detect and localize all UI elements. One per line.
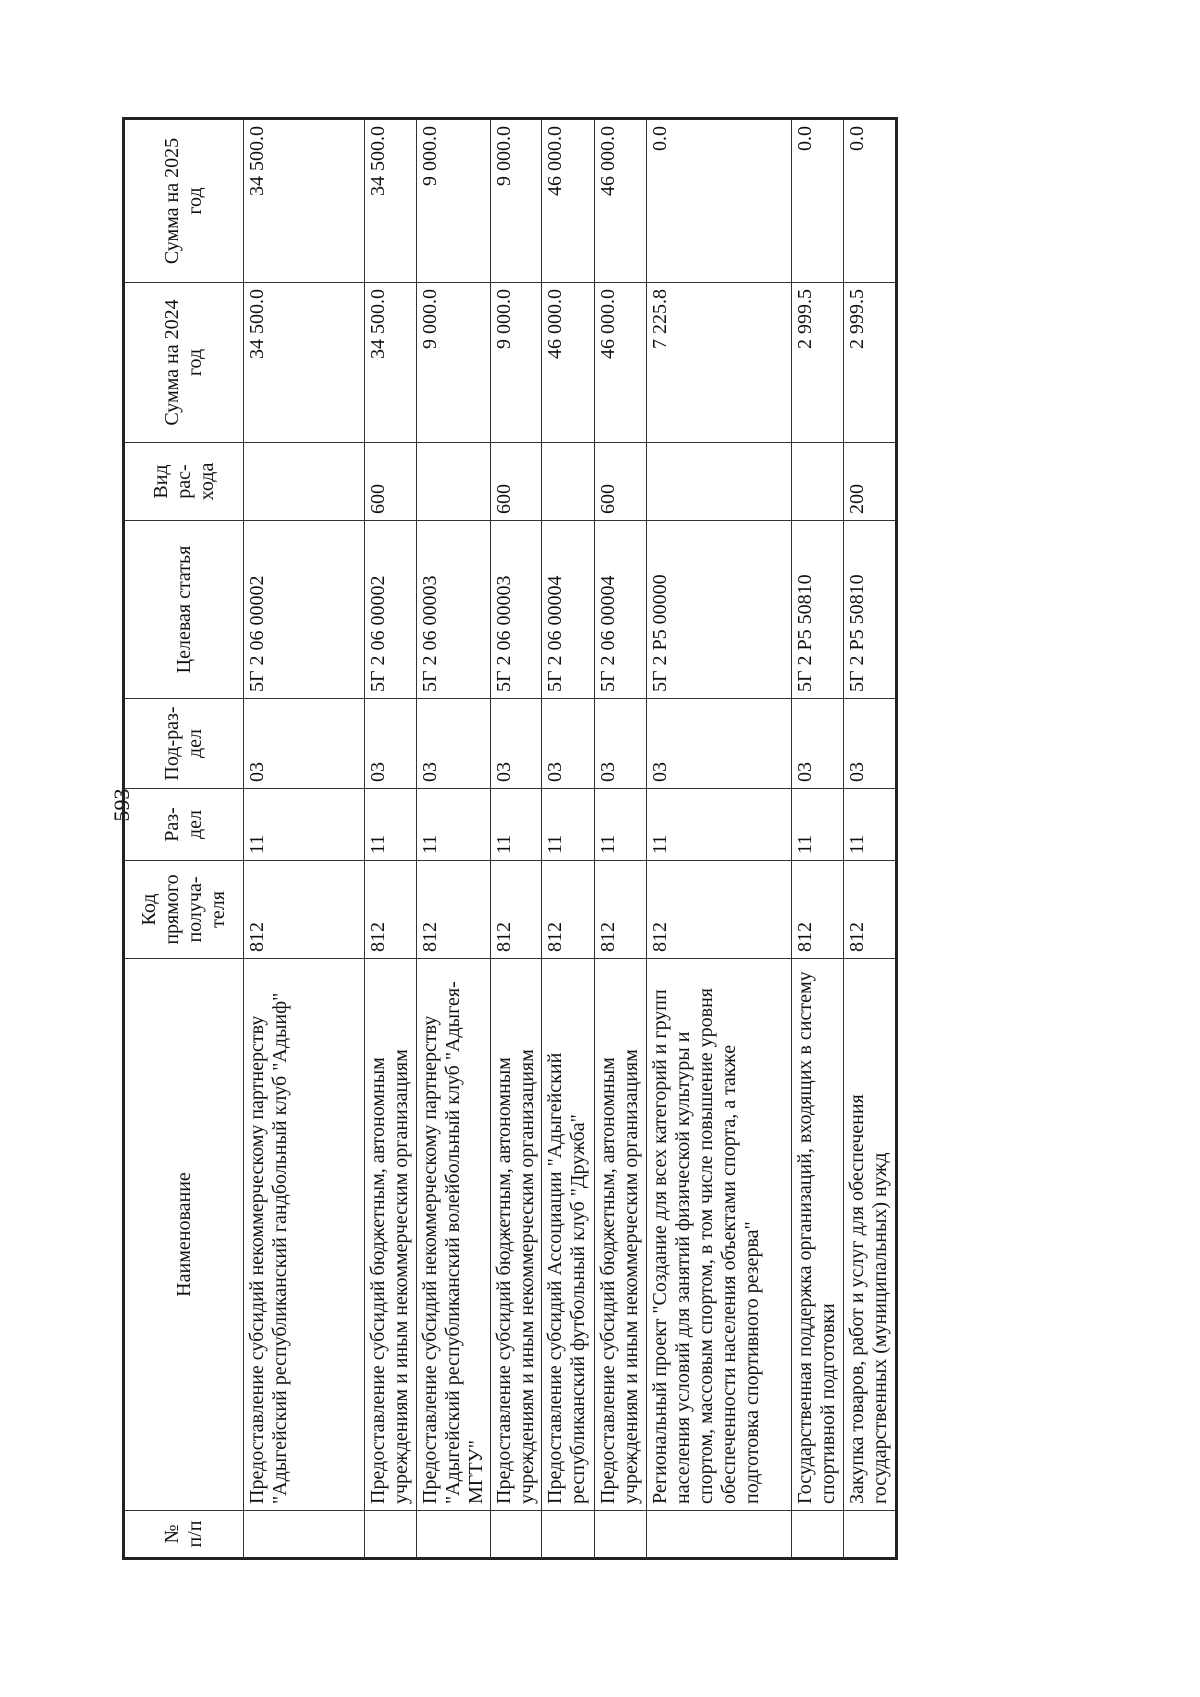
header-kod: Код прямого получа-теля	[124, 861, 244, 959]
cell-no	[595, 1511, 647, 1559]
cell-vid: 600	[595, 443, 647, 521]
cell-sum2025: 34 500.0	[365, 119, 417, 283]
cell-name: Предоставление субсидий некоммерческому партнерству "Адыгейский республиканский волейбольный клуб "Адыгея-МГТУ"	[417, 959, 491, 1511]
cell-name: Предоставление субсидий бюджетным, автономным учреждениям и иным некоммерческим организациям	[491, 959, 542, 1511]
cell-sum2024: 9 000.0	[491, 283, 542, 443]
header-no: № п/п	[124, 1511, 244, 1559]
cell-kod: 812	[365, 861, 417, 959]
cell-kod: 812	[792, 861, 844, 959]
header-podrazdel: Под-раз-дел	[124, 699, 244, 789]
cell-podrazdel: 03	[365, 699, 417, 789]
cell-sum2024: 9 000.0	[417, 283, 491, 443]
cell-kod: 812	[844, 861, 897, 959]
cell-sum2024: 2 999.5	[844, 283, 897, 443]
header-row	[124, 119, 244, 1559]
cell-name: Региональный проект "Создание для всех категорий и групп населения условий для занятий физической культуры и спортом, массовым спортом, в том числе повышение уровня обеспеченности населения объектами спорта, а также подготовка спортивного резерва"	[647, 959, 792, 1511]
cell-celevaya: 5Г 2 06 00003	[417, 521, 491, 699]
cell-kod: 812	[491, 861, 542, 959]
cell-razdel: 11	[417, 789, 491, 861]
cell-celevaya: 5Г 2 06 00003	[491, 521, 542, 699]
header-vid: Вид рас-хода	[124, 443, 244, 521]
cell-sum2024: 34 500.0	[244, 283, 365, 443]
table-row	[542, 119, 595, 1559]
header-sum2025: Сумма на 2025 год	[124, 119, 244, 283]
cell-razdel: 11	[792, 789, 844, 861]
cell-podrazdel: 03	[595, 699, 647, 789]
cell-no	[844, 1511, 897, 1559]
cell-kod: 812	[542, 861, 595, 959]
cell-name: Закупка товаров, работ и услуг для обеспечения государственных (муниципальных) нужд	[844, 959, 897, 1511]
cell-podrazdel: 03	[844, 699, 897, 789]
table-row	[417, 119, 491, 1559]
budget-table	[122, 117, 898, 1560]
cell-celevaya: 5Г 2 06 00004	[542, 521, 595, 699]
cell-name: Предоставление субсидий некоммерческому партнерству "Адыгейский республиканский гандбольный клуб "Адыиф"	[244, 959, 365, 1511]
header-name: Наименование	[124, 959, 244, 1511]
cell-sum2024: 7 225.8	[647, 283, 792, 443]
cell-name: Предоставление субсидий бюджетным, автономным учреждениям и иным некоммерческим организациям	[365, 959, 417, 1511]
cell-name: Предоставление субсидий Ассоциации "Адыгейский республиканский футбольный клуб "Дружба"	[542, 959, 595, 1511]
cell-razdel: 11	[595, 789, 647, 861]
cell-vid	[792, 443, 844, 521]
cell-kod: 812	[647, 861, 792, 959]
cell-celevaya: 5Г 2 06 00002	[365, 521, 417, 699]
cell-vid	[417, 443, 491, 521]
cell-sum2025: 46 000.0	[542, 119, 595, 283]
cell-vid: 600	[491, 443, 542, 521]
cell-sum2024: 2 999.5	[792, 283, 844, 443]
cell-sum2024: 34 500.0	[365, 283, 417, 443]
cell-podrazdel: 03	[491, 699, 542, 789]
cell-kod: 812	[244, 861, 365, 959]
cell-podrazdel: 03	[792, 699, 844, 789]
cell-sum2025: 46 000.0	[595, 119, 647, 283]
cell-no	[542, 1511, 595, 1559]
table-row	[844, 119, 897, 1559]
cell-celevaya: 5Г 2 Р5 50810	[844, 521, 897, 699]
cell-sum2025: 0.0	[647, 119, 792, 283]
table-row	[244, 119, 365, 1559]
cell-name: Государственная поддержка организаций, входящих в систему спортивной подготовки	[792, 959, 844, 1511]
cell-razdel: 11	[365, 789, 417, 861]
cell-celevaya: 5Г 2 Р5 00000	[647, 521, 792, 699]
cell-podrazdel: 03	[417, 699, 491, 789]
cell-kod: 812	[595, 861, 647, 959]
rotated-table-wrapper	[122, 120, 1152, 1560]
cell-no	[365, 1511, 417, 1559]
cell-sum2025: 0.0	[844, 119, 897, 283]
page-number: - 593 -	[109, 775, 134, 835]
cell-razdel: 11	[647, 789, 792, 861]
cell-podrazdel: 03	[542, 699, 595, 789]
cell-sum2025: 9 000.0	[491, 119, 542, 283]
cell-sum2025: 9 000.0	[417, 119, 491, 283]
cell-razdel: 11	[542, 789, 595, 861]
header-celevaya: Целевая статья	[124, 521, 244, 699]
cell-podrazdel: 03	[244, 699, 365, 789]
cell-no	[244, 1511, 365, 1559]
cell-no	[647, 1511, 792, 1559]
cell-podrazdel: 03	[647, 699, 792, 789]
cell-razdel: 11	[844, 789, 897, 861]
cell-vid: 600	[365, 443, 417, 521]
cell-celevaya: 5Г 2 06 00002	[244, 521, 365, 699]
cell-vid: 200	[844, 443, 897, 521]
header-razdel: Раз-дел	[124, 789, 244, 861]
cell-vid	[542, 443, 595, 521]
cell-sum2024: 46 000.0	[595, 283, 647, 443]
cell-celevaya: 5Г 2 06 00004	[595, 521, 647, 699]
table-row	[647, 119, 792, 1559]
cell-sum2025: 0.0	[792, 119, 844, 283]
cell-razdel: 11	[244, 789, 365, 861]
cell-razdel: 11	[491, 789, 542, 861]
table-row	[491, 119, 542, 1559]
cell-vid	[244, 443, 365, 521]
header-sum2024: Сумма на 2024 год	[124, 283, 244, 443]
cell-vid	[647, 443, 792, 521]
cell-sum2024: 46 000.0	[542, 283, 595, 443]
cell-no	[417, 1511, 491, 1559]
cell-no	[792, 1511, 844, 1559]
cell-name: Предоставление субсидий бюджетным, автономным учреждениям и иным некоммерческим организациям	[595, 959, 647, 1511]
cell-no	[491, 1511, 542, 1559]
cell-celevaya: 5Г 2 Р5 50810	[792, 521, 844, 699]
table-row	[792, 119, 844, 1559]
cell-kod: 812	[417, 861, 491, 959]
cell-sum2025: 34 500.0	[244, 119, 365, 283]
table-row	[595, 119, 647, 1559]
table-row	[365, 119, 417, 1559]
